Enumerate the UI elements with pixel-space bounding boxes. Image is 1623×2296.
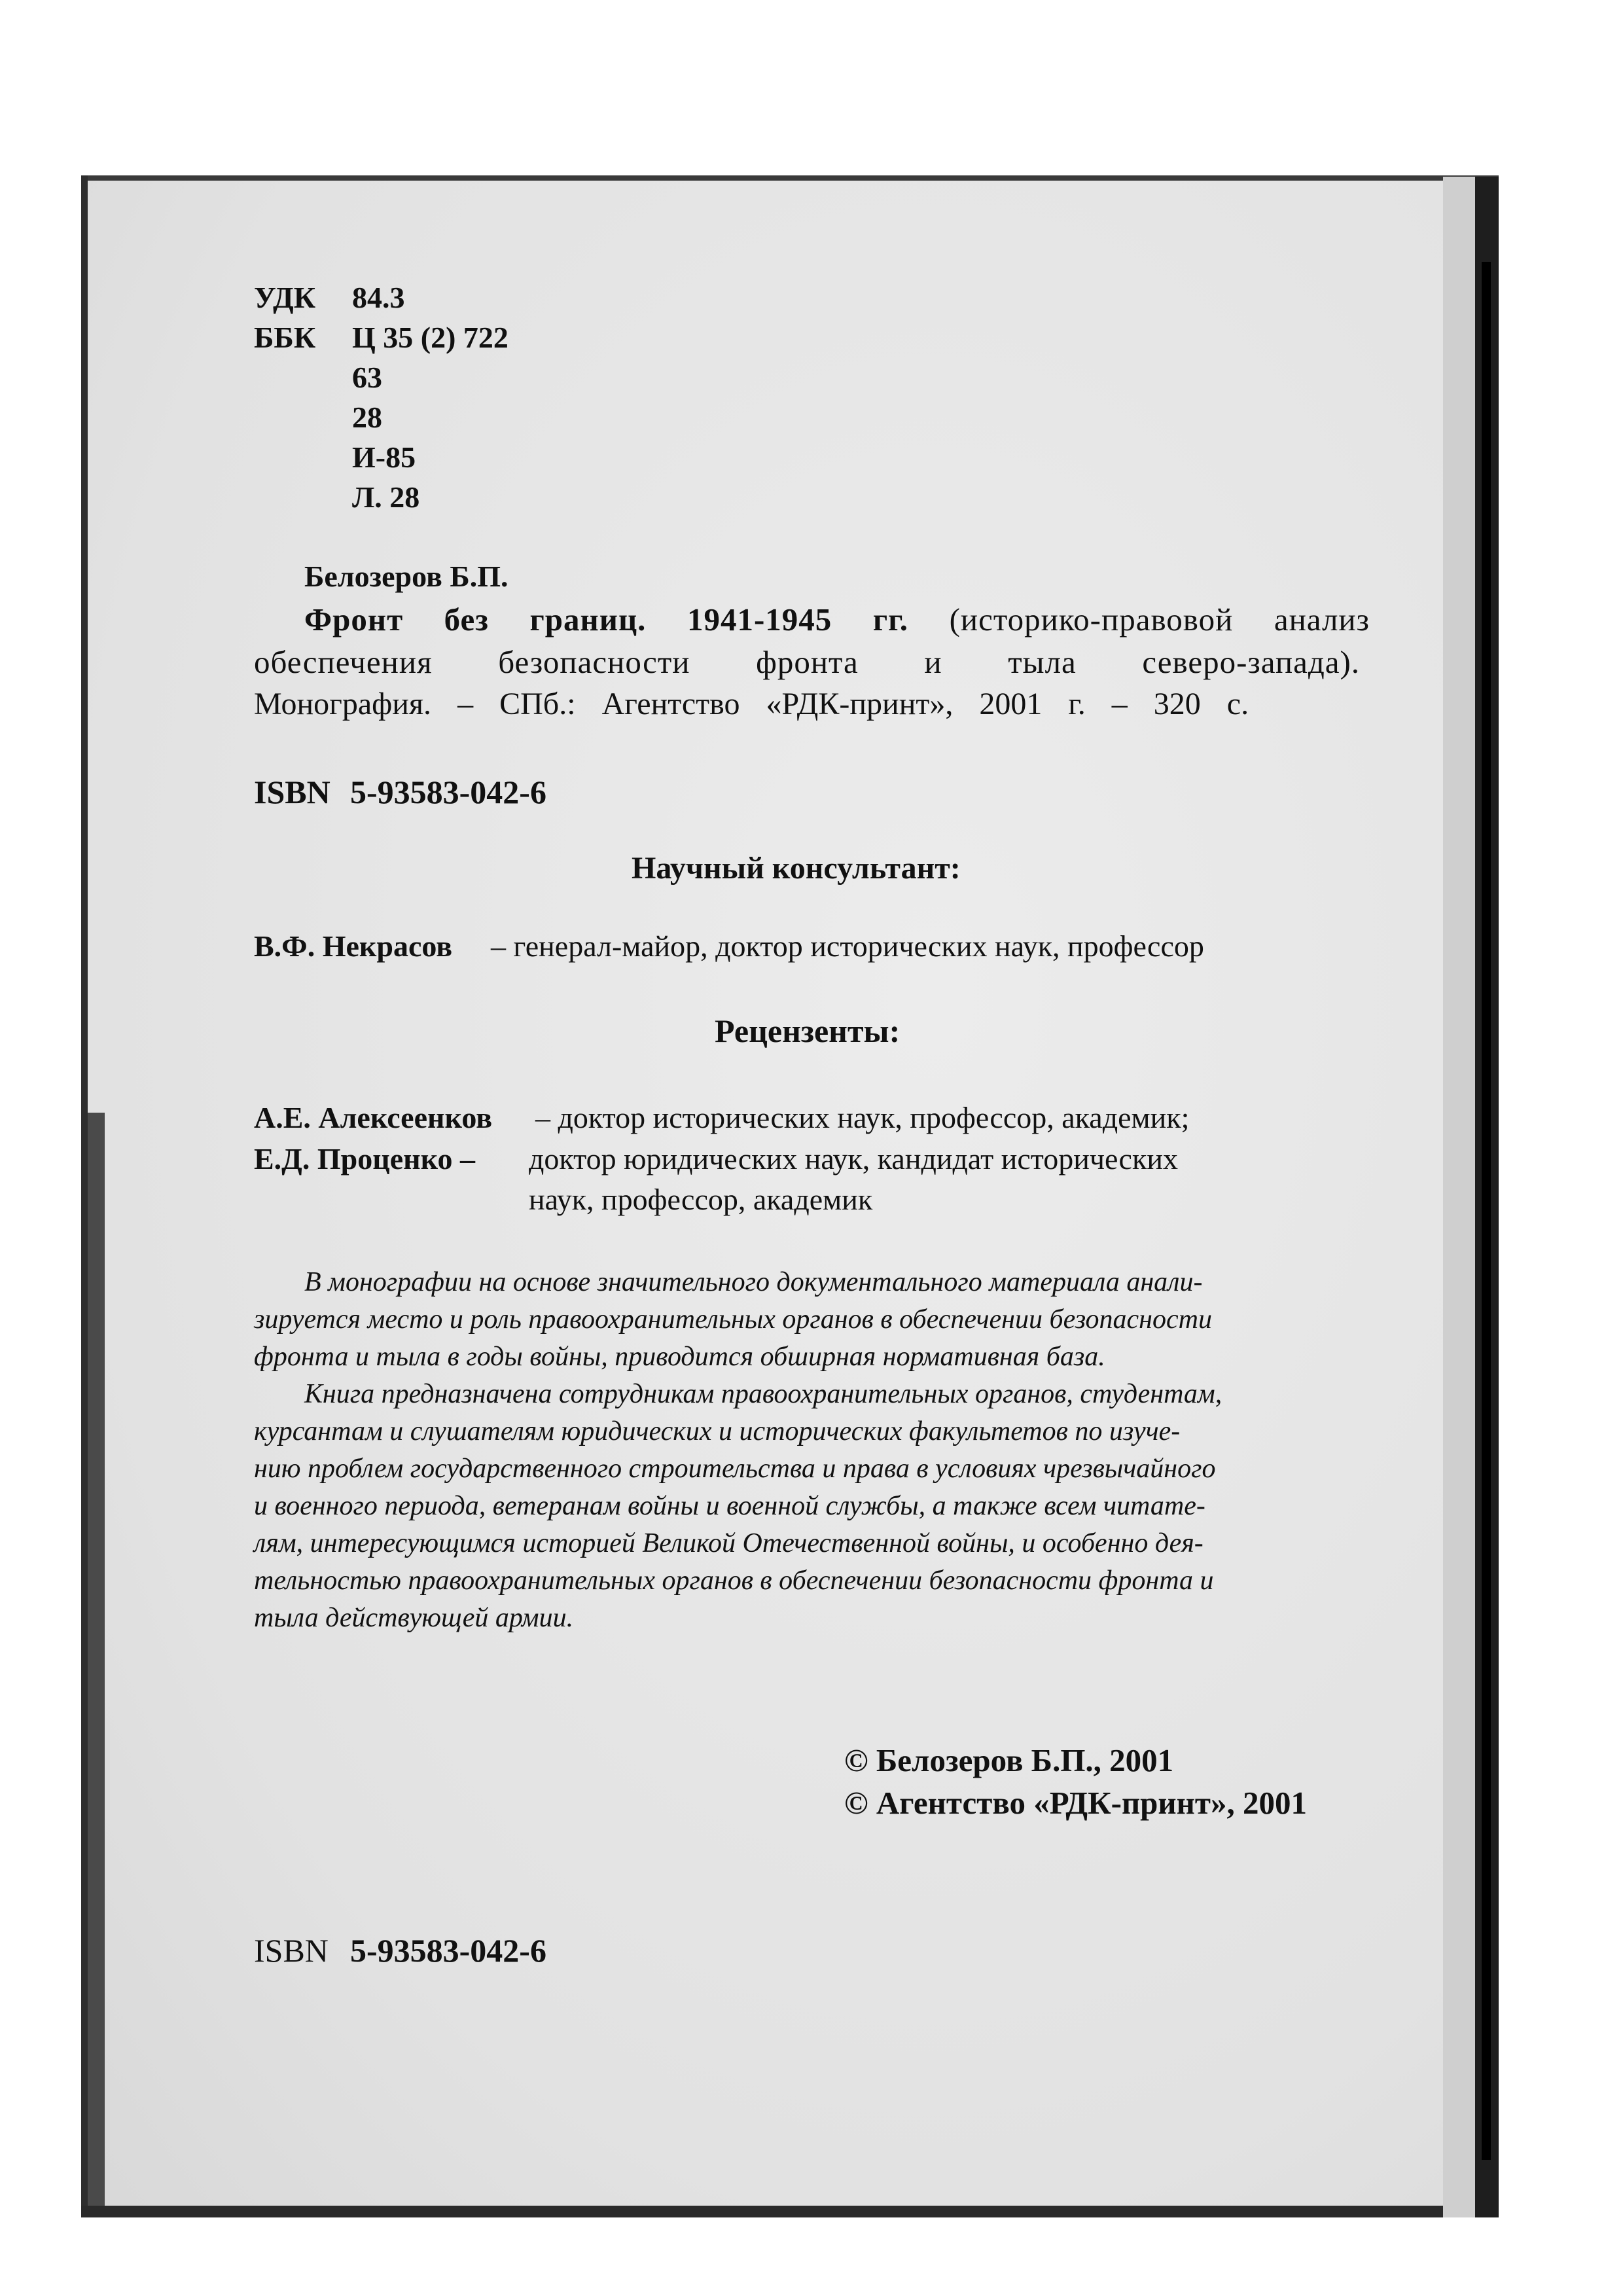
annotation-line: нию проблем государственного строительства и права в условиях чрезвычайного bbox=[254, 1454, 1216, 1484]
title-word: и bbox=[924, 644, 942, 680]
pub-word: Агентство bbox=[601, 687, 740, 721]
annotation-line: курсантам и слушателям юридических и исторических факультетов по изуче- bbox=[254, 1416, 1181, 1446]
copyright-line: © Агентство «РДК-принт», 2001 bbox=[844, 1785, 1307, 1821]
title-word: тыла bbox=[1008, 644, 1077, 680]
bbk-value: 28 bbox=[352, 401, 382, 434]
consultant-description: – генерал-майор, доктор исторических наук, профессор bbox=[491, 929, 1204, 963]
reviewer-description-continued: наук, профессор, академик bbox=[529, 1183, 873, 1216]
publication-line bbox=[254, 686, 1249, 724]
annotation-line: Книга предназначена сотрудникам правоохранительных органов, студентам, bbox=[304, 1379, 1222, 1409]
scan-edge-left bbox=[81, 175, 88, 2216]
pub-word: Монография. bbox=[254, 687, 432, 721]
isbn-label: ISBN bbox=[254, 774, 330, 810]
title-word: анализ bbox=[1274, 601, 1370, 637]
udk-value: 84.3 bbox=[352, 281, 405, 314]
pub-word: 2001 bbox=[979, 687, 1043, 721]
title-line-1 bbox=[304, 601, 1370, 639]
bbk-value: 63 bbox=[352, 361, 382, 394]
reviewer-description: – доктор исторических наук, профессор, академик; bbox=[535, 1101, 1190, 1134]
scan-edge-top bbox=[81, 175, 1499, 181]
pub-word: – bbox=[1111, 687, 1128, 721]
pub-word: СПб.: bbox=[499, 687, 576, 721]
annotation-line: тельностью правоохранительных органов в обеспечении безопасности фронта и bbox=[254, 1566, 1214, 1596]
title-word: (историко-правовой bbox=[949, 601, 1234, 637]
udk-label: УДК bbox=[254, 281, 316, 314]
isbn-label: ISBN bbox=[254, 1932, 329, 1969]
annotation-line: тыла действующей армии. bbox=[254, 1603, 574, 1633]
reviewer-name: А.Е. Алексеенков bbox=[254, 1101, 493, 1134]
pub-word: – bbox=[457, 687, 474, 721]
title-word: фронта bbox=[756, 644, 859, 680]
book-title: Фронт без границ. 1941-1945 bbox=[304, 601, 832, 637]
author-name: Белозеров Б.П. bbox=[304, 560, 508, 593]
isbn-number: 5-93583-042-6 bbox=[350, 774, 546, 810]
title-line-2 bbox=[254, 643, 1360, 681]
annotation-line: лям, интересующимся историей Великой Отечественной войны, и особенно дея- bbox=[254, 1528, 1204, 1558]
isbn-number: 5-93583-042-6 bbox=[350, 1932, 546, 1969]
bbk-label: ББК bbox=[254, 321, 316, 354]
annotation-line: и военного периода, ветеранам войны и военной службы, а также всем читате- bbox=[254, 1491, 1205, 1521]
reviewer-description: доктор юридических наук, кандидат исторических bbox=[529, 1142, 1178, 1175]
consultant-heading: Научный консультант: bbox=[632, 851, 961, 886]
pub-word: 320 bbox=[1153, 687, 1201, 721]
bbk-value: И-85 bbox=[352, 440, 416, 474]
annotation-line: В монографии на основе значительного документального материала анали- bbox=[304, 1267, 1203, 1297]
consultant-name: В.Ф. Некрасов bbox=[254, 929, 453, 963]
title-word: гг. bbox=[872, 601, 909, 637]
scan-edge-bottom bbox=[81, 2206, 1499, 2217]
pub-word: с. bbox=[1226, 687, 1249, 721]
title-word: северо-запада). bbox=[1142, 644, 1361, 680]
bbk-value: Л. 28 bbox=[352, 480, 420, 514]
bbk-value: Ц 35 (2) 722 bbox=[352, 321, 508, 354]
pub-word: «РДК-принт», bbox=[766, 687, 954, 721]
title-word: безопасности bbox=[498, 644, 690, 680]
annotation-line: зируется место и роль правоохранительных органов в обеспечении безопасности bbox=[254, 1304, 1212, 1335]
scan-edge-right-shadow bbox=[1443, 177, 1476, 2217]
reviewer-name: Е.Д. Проценко – bbox=[254, 1142, 476, 1175]
annotation-line: фронта и тыла в годы войны, приводится обширная нормативная база. bbox=[254, 1342, 1105, 1372]
reviewers-heading: Рецензенты: bbox=[715, 1013, 901, 1049]
pub-word: г. bbox=[1068, 687, 1086, 721]
title-word: обеспечения bbox=[254, 644, 433, 680]
book-spine bbox=[1482, 262, 1491, 2160]
scan-edge-left-shadow bbox=[88, 1113, 105, 2212]
copyright-line: © Белозеров Б.П., 2001 bbox=[844, 1742, 1174, 1778]
